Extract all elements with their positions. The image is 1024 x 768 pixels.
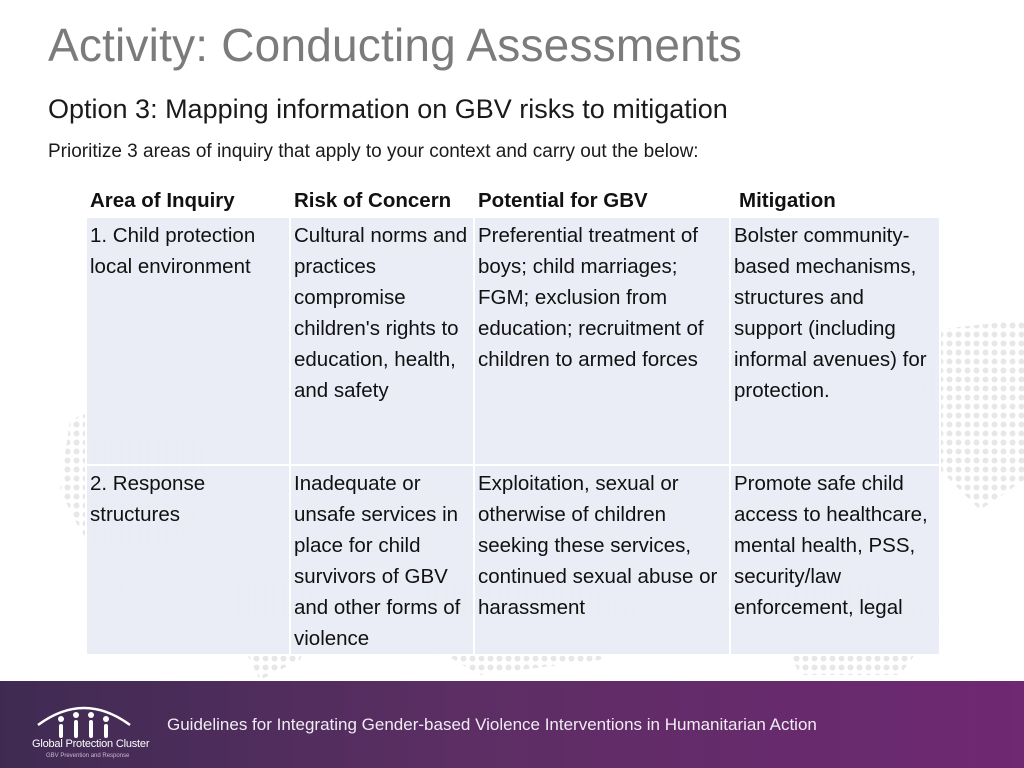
cell-area: 1. Child protection local environment — [86, 217, 290, 465]
slide-title: Activity: Conducting Assessments — [48, 19, 743, 71]
cell-mitigation: Promote safe child access to healthcare, mental health, PSS, security/law enforcement, legal — [730, 465, 940, 655]
header-risk-of-concern: Risk of Concern — [290, 182, 474, 217]
table-row — [86, 217, 940, 465]
assessment-table — [85, 181, 941, 656]
slide-subtitle: Option 3: Mapping information on GBV risks to mitigation — [48, 94, 728, 124]
cell-risk: Cultural norms and practices compromise children's rights to education, health, and safety — [290, 217, 474, 465]
footer-bar — [0, 681, 1024, 768]
table-header-row — [86, 182, 940, 217]
logo-name: Global Protection Cluster — [32, 738, 150, 750]
footer-guidelines-text: Guidelines for Integrating Gender-based Violence Interventions in Humanitarian Action — [167, 715, 817, 734]
header-area-of-inquiry: Area of Inquiry — [86, 182, 290, 217]
cell-area: 2. Response structures — [86, 465, 290, 655]
cell-mitigation: Bolster community-based mechanisms, structures and support (including informal avenues) for protection. — [730, 217, 940, 465]
header-mitigation: Mitigation — [730, 182, 940, 217]
logo-tagline: GBV Prevention and Response — [46, 753, 130, 759]
cell-potential: Preferential treatment of boys; child marriages; FGM; exclusion from education; recruitment of children to armed forces — [474, 217, 730, 465]
table-row — [86, 465, 940, 655]
header-potential-for-gbv: Potential for GBV — [474, 182, 730, 217]
slide-instruction: Prioritize 3 areas of inquiry that apply to your context and carry out the below: — [48, 141, 699, 162]
cell-risk: Inadequate or unsafe services in place for child survivors of GBV and other forms of violence — [290, 465, 474, 655]
cell-potential: Exploitation, sexual or otherwise of children seeking these services, continued sexual abuse or harassment — [474, 465, 730, 655]
